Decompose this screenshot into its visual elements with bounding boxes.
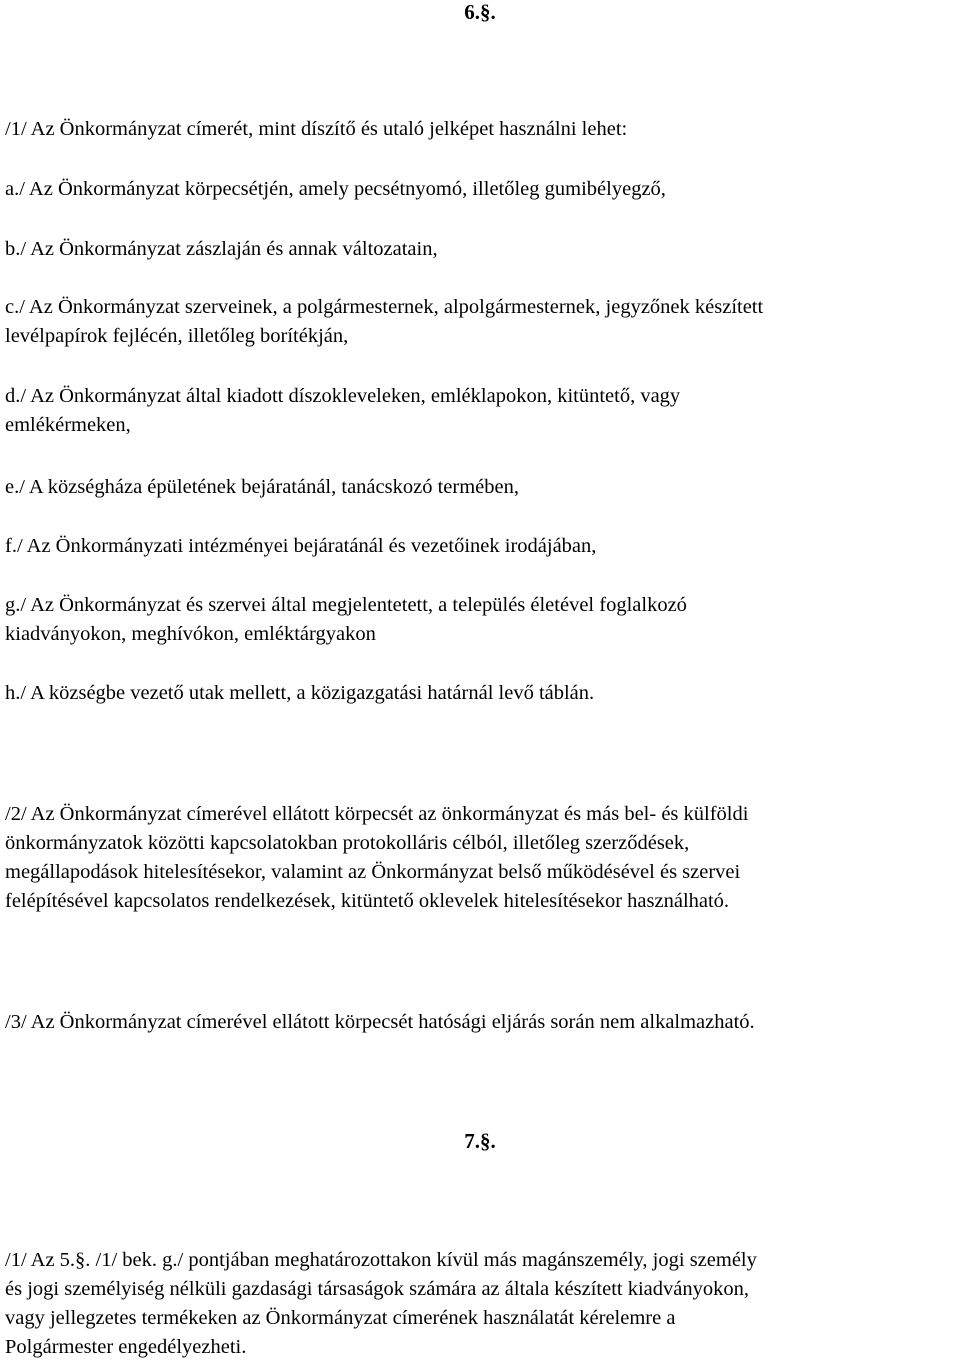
section-6-paragraph-1-intro: /1/ Az Önkormányzat címerét, mint díszítő és utaló jelképet használni lehet:: [5, 118, 628, 140]
list-item-b: b./ Az Önkormányzat zászlaján és annak változatain,: [5, 238, 438, 260]
list-item-f: f./ Az Önkormányzati intézményei bejáratánál és vezetőinek irodájában,: [5, 535, 597, 557]
section-6-paragraph-2: /2/ Az Önkormányzat címerével ellátott körpecsét az önkormányzat és más bel- és külföldi önkormányzatok közötti kapcsolatokban protokolláris célból, illetőleg szerződések, megállapodások hitelesítésekor, valamint az Önkormányzat belső működésével és szervei felépítésével kapcsolatos rendelkezések, kitüntető oklevelek hitelesítésekor használható.: [5, 803, 749, 912]
section-7-paragraph-1: /1/ Az 5.§. /1/ bek. g./ pontjában meghatározottakon kívül más magánszemély, jogi személy és jogi személyiség nélküli gazdasági társaságok számára az általa készített kiadványokon, vagy jellegzetes termékeken az Önkormányzat címerének használatát kérelemre a Polgármester engedélyezheti.: [5, 1249, 757, 1358]
section-7-heading: 7.§.: [464, 1129, 496, 1153]
list-item-c: c./ Az Önkormányzat szerveinek, a polgármesternek, alpolgármesternek, jegyzőnek készített levélpapírok fejlécén, illetőleg borítékján,: [5, 296, 764, 347]
section-6-paragraph-3: /3/ Az Önkormányzat címerével ellátott körpecsét hatósági eljárás során nem alkalmazható.: [5, 1011, 755, 1033]
list-item-h: h./ A községbe vezető utak mellett, a közigazgatási határnál levő táblán.: [5, 682, 595, 704]
list-item-a: a./ Az Önkormányzat körpecsétjén, amely pecsétnyomó, illetőleg gumibélyegző,: [5, 178, 666, 200]
section-6-heading: 6.§.: [464, 0, 496, 24]
list-item-e: e./ A községháza épületének bejáratánál, tanácskozó termében,: [5, 476, 519, 498]
list-item-d: d./ Az Önkormányzat által kiadott díszokleveleken, emléklapokon, kitüntető, vagy emlékérmeken,: [5, 385, 681, 436]
list-item-g: g./ Az Önkormányzat és szervei által megjelentetett, a település életével foglalkozó kiadványokon, meghívókon, emléktárgyakon: [5, 594, 687, 645]
